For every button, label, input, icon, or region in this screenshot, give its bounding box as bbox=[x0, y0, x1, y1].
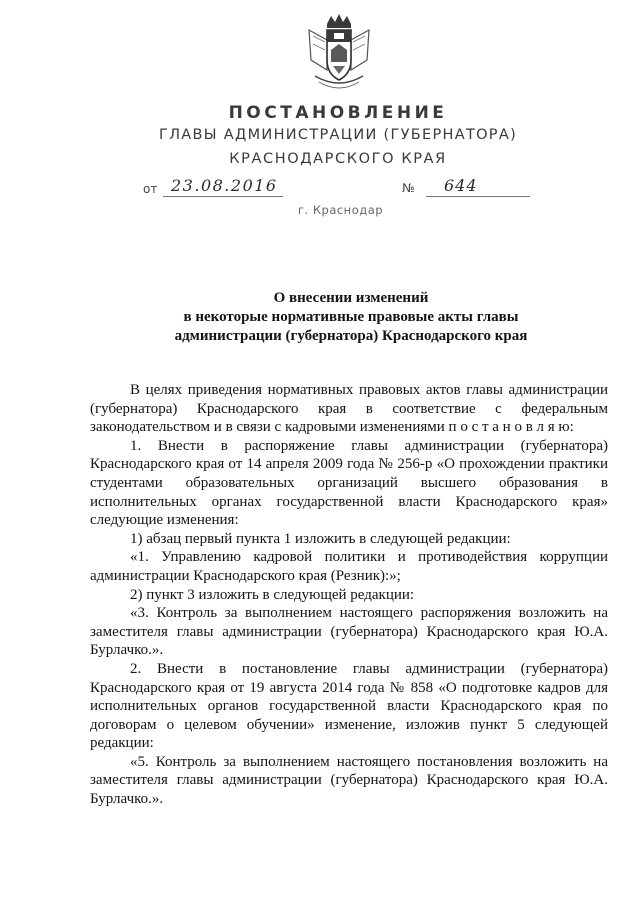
document-subject bbox=[90, 289, 612, 346]
subject-line-1: О внесении изменений bbox=[273, 290, 429, 306]
document-body bbox=[90, 381, 608, 809]
subject-line-3: администрации (губернатора) Краснодарского края bbox=[174, 328, 528, 344]
subject-line-2: в некоторые нормативные правовые акты главы bbox=[183, 309, 519, 325]
body-paragraph: «5. Контроль за выполнением настоящего постановления возложить на заместителя главы администрации (губернатора) Краснодарского края Ю.А. Бурлачко.». bbox=[90, 753, 608, 808]
body-paragraph: 2) пункт 3 изложить в следующей редакции: bbox=[130, 586, 415, 603]
body-paragraph: 2. Внести в постановление главы администрации (губернатора) Краснодарского края от 19 августа 2014 года № 858 «О подготовке кадров для исполнительных органов государственной власти Краснодарского края по договорам о целевом обучении» изменение, изложив пункт 5 следующей редакции: bbox=[90, 660, 608, 752]
city-label: г. Краснодар bbox=[298, 203, 384, 217]
date-label: от bbox=[143, 182, 158, 196]
body-paragraph: В целях приведения нормативных правовых актов главы администрации (губернатора) Краснодарского края в соответствие с федеральным законодательством и в связи с кадровыми изменениями п о с т а н о в л я ю: bbox=[90, 382, 608, 436]
number-label: № bbox=[402, 181, 415, 195]
body-paragraph: 1. Внести в распоряжение главы администрации (губернатора) Краснодарского края от 14 апреля 2009 года № 256-р «О прохождении практики студентами образовательных организаций высшего образования в исполнительных органах государственной власти Краснодарского края» следующие изменения: bbox=[90, 437, 608, 529]
krasnodar-coat-of-arms-icon bbox=[297, 10, 381, 94]
handwritten-date: 23.08.2016 bbox=[163, 176, 283, 197]
body-paragraph: «1. Управлению кадровой политики и противодействия коррупции администрации Краснодарского края (Резник):»; bbox=[90, 549, 608, 584]
issuer-line-2: КРАСНОДАРСКОГО КРАЯ bbox=[229, 151, 447, 167]
handwritten-number: 644 bbox=[426, 176, 530, 197]
body-paragraph: «3. Контроль за выполнением настоящего распоряжения возложить на заместителя главы администрации (губернатора) Краснодарского края Ю.А. Бурлачко.». bbox=[90, 605, 608, 659]
issuer-line-1: ГЛАВЫ АДМИНИСТРАЦИИ (ГУБЕРНАТОРА) bbox=[158, 127, 518, 143]
document-type-title: ПОСТАНОВЛЕНИЕ bbox=[228, 103, 448, 123]
body-paragraph: 1) абзац первый пункта 1 изложить в следующей редакции: bbox=[130, 530, 511, 547]
